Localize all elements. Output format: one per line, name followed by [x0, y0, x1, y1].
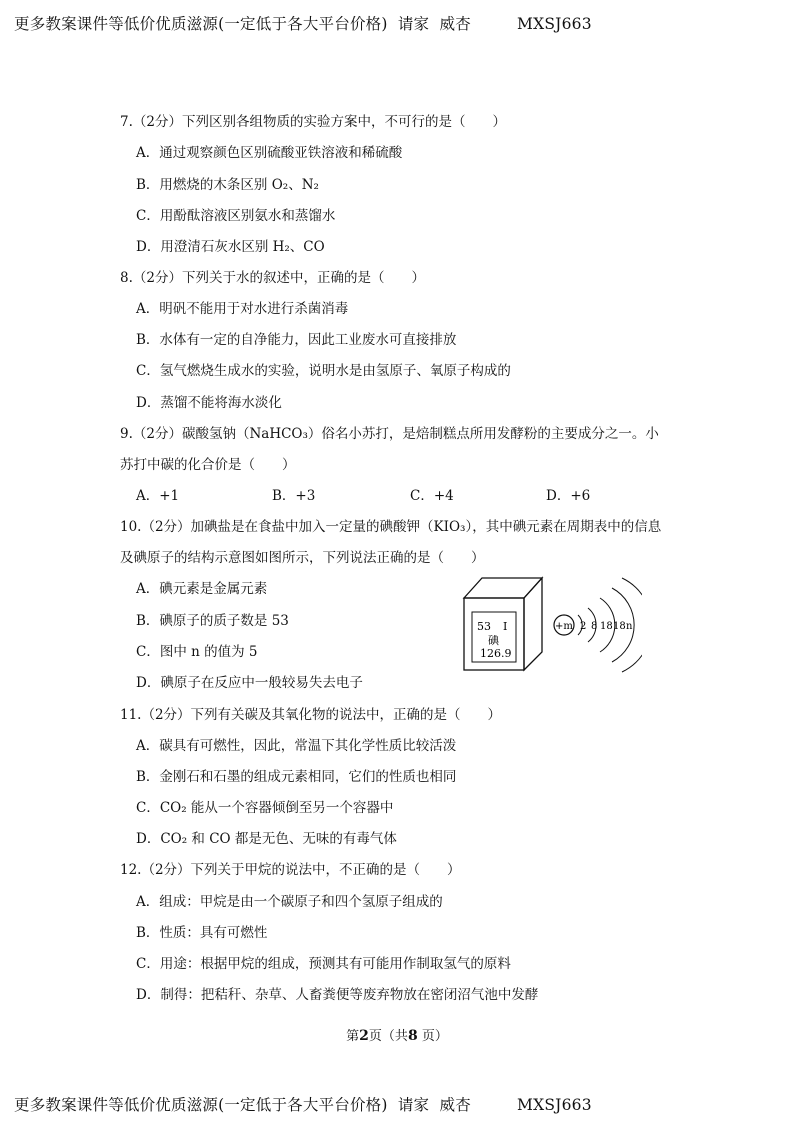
footer-prefix: 第 [346, 1029, 360, 1044]
question-10-stem-line-1: 10.（2分）加碘盐是在食盐中加入一定量的碘酸钾（KIO₃），其中碘元素在周期表中的信息 [120, 519, 662, 535]
question-11-option-d: D．CO₂ 和 CO 都是无色、无味的有毒气体 [136, 831, 397, 847]
question-9-stem-line-1: 9.（2分）碳酸氢钠（NaHCO₃）俗名小苏打，是焙制糕点所用发酵粉的主要成分之一。小 [120, 426, 659, 442]
question-11-option-a: A．碳具有可燃性，因此，常温下其化学性质比较活泼 [136, 738, 457, 754]
question-10-stem-line-2: 及碘原子的结构示意图如图所示，下列说法正确的是（ ） [120, 550, 485, 566]
question-12-stem: 12.（2分）下列关于甲烷的说法中，不正确的是（ ） [120, 862, 461, 878]
question-8-option-b: B．水体有一定的自净能力，因此工业废水可直接排放 [136, 332, 457, 348]
shell-4-electrons: 18 [613, 621, 626, 632]
atomic-mass: 126.9 [480, 647, 512, 660]
question-12-option-b: B．性质：具有可燃性 [136, 925, 268, 941]
footer-middle: 页（共 [368, 1029, 408, 1044]
atomic-structure-diagram [554, 578, 642, 672]
question-11-option-b: B．金刚石和石墨的组成元素相同，它们的性质也相同 [136, 769, 457, 785]
question-9-stem-line-2: 苏打中碳的化合价是（ ） [120, 457, 296, 473]
question-7-option-d: D．用澄清石灰水区别 H₂、CO [136, 239, 325, 255]
question-8-option-c: C．氢气燃烧生成水的实验，说明水是由氢原子、氧原子构成的 [136, 363, 511, 379]
shell-3-electrons: 18 [600, 621, 613, 632]
question-7-stem: 7.（2分）下列区别各组物质的实验方案中，不可行的是（ ） [120, 114, 506, 130]
question-10-option-d: D．碘原子在反应中一般较易失去电子 [136, 675, 363, 691]
shell-5-electrons: n [626, 621, 633, 632]
total-pages: 8 [407, 1028, 418, 1044]
element-name: 碘 [488, 634, 499, 647]
footer-suffix: 页） [417, 1029, 448, 1044]
question-12-option-a: A．组成：甲烷是由一个碳原子和四个氢原子组成的 [136, 894, 443, 910]
question-10-option-a: A．碘元素是金属元素 [136, 581, 268, 597]
question-10-option-c: C．图中 n 的值为 5 [136, 644, 258, 660]
question-7-option-a: A．通过观察颜色区别硫酸亚铁溶液和稀硫酸 [136, 145, 403, 161]
shell-2-electrons: 8 [591, 621, 598, 632]
periodic-table-cell [464, 578, 542, 670]
current-page-number: 2 [359, 1028, 369, 1044]
element-symbol: I [503, 620, 508, 633]
question-8-option-a: A．明矾不能用于对水进行杀菌消毒 [136, 301, 349, 317]
question-10-option-b: B．碘原子的质子数是 53 [136, 613, 289, 629]
question-8-option-d: D．蒸馏不能将海水淡化 [136, 395, 282, 411]
footer-banner: 更多教案课件等低价优质滋源(一定低于各大平台价格) 请家 威杏 MXSJ663 [14, 1096, 592, 1114]
nucleus-charge: +m [555, 621, 573, 632]
question-9-option-b: B．+3 [272, 488, 316, 504]
question-9-option-a: A．+1 [136, 488, 180, 504]
page-footer [0, 1025, 794, 1044]
question-7-option-c: C．用酚酞溶液区别氨水和蒸馏水 [136, 208, 336, 224]
question-11-stem: 11.（2分）下列有关碳及其氧化物的说法中，正确的是（ ） [120, 707, 502, 723]
atomic-number: 53 [477, 620, 491, 633]
question-11-option-c: C．CO₂ 能从一个容器倾倒至另一个容器中 [136, 800, 394, 816]
iodine-figure [462, 568, 642, 678]
question-9-option-c: C．+4 [410, 488, 454, 504]
question-12-option-c: C．用途：根据甲烷的组成，预测其有可能用作制取氢气的原料 [136, 956, 511, 972]
question-12-option-d: D．制得：把秸秆、杂草、人畜粪便等废弃物放在密闭沼气池中发酵 [136, 987, 539, 1003]
shell-1-electrons: 2 [580, 621, 587, 632]
question-7-option-b: B．用燃烧的木条区别 O₂、N₂ [136, 177, 319, 193]
question-8-stem: 8.（2分）下列关于水的叙述中，正确的是（ ） [120, 270, 425, 286]
header-banner: 更多教案课件等低价优质滋源(一定低于各大平台价格) 请家 威杏 MXSJ663 [14, 15, 592, 33]
question-9-option-d: D．+6 [546, 488, 591, 504]
